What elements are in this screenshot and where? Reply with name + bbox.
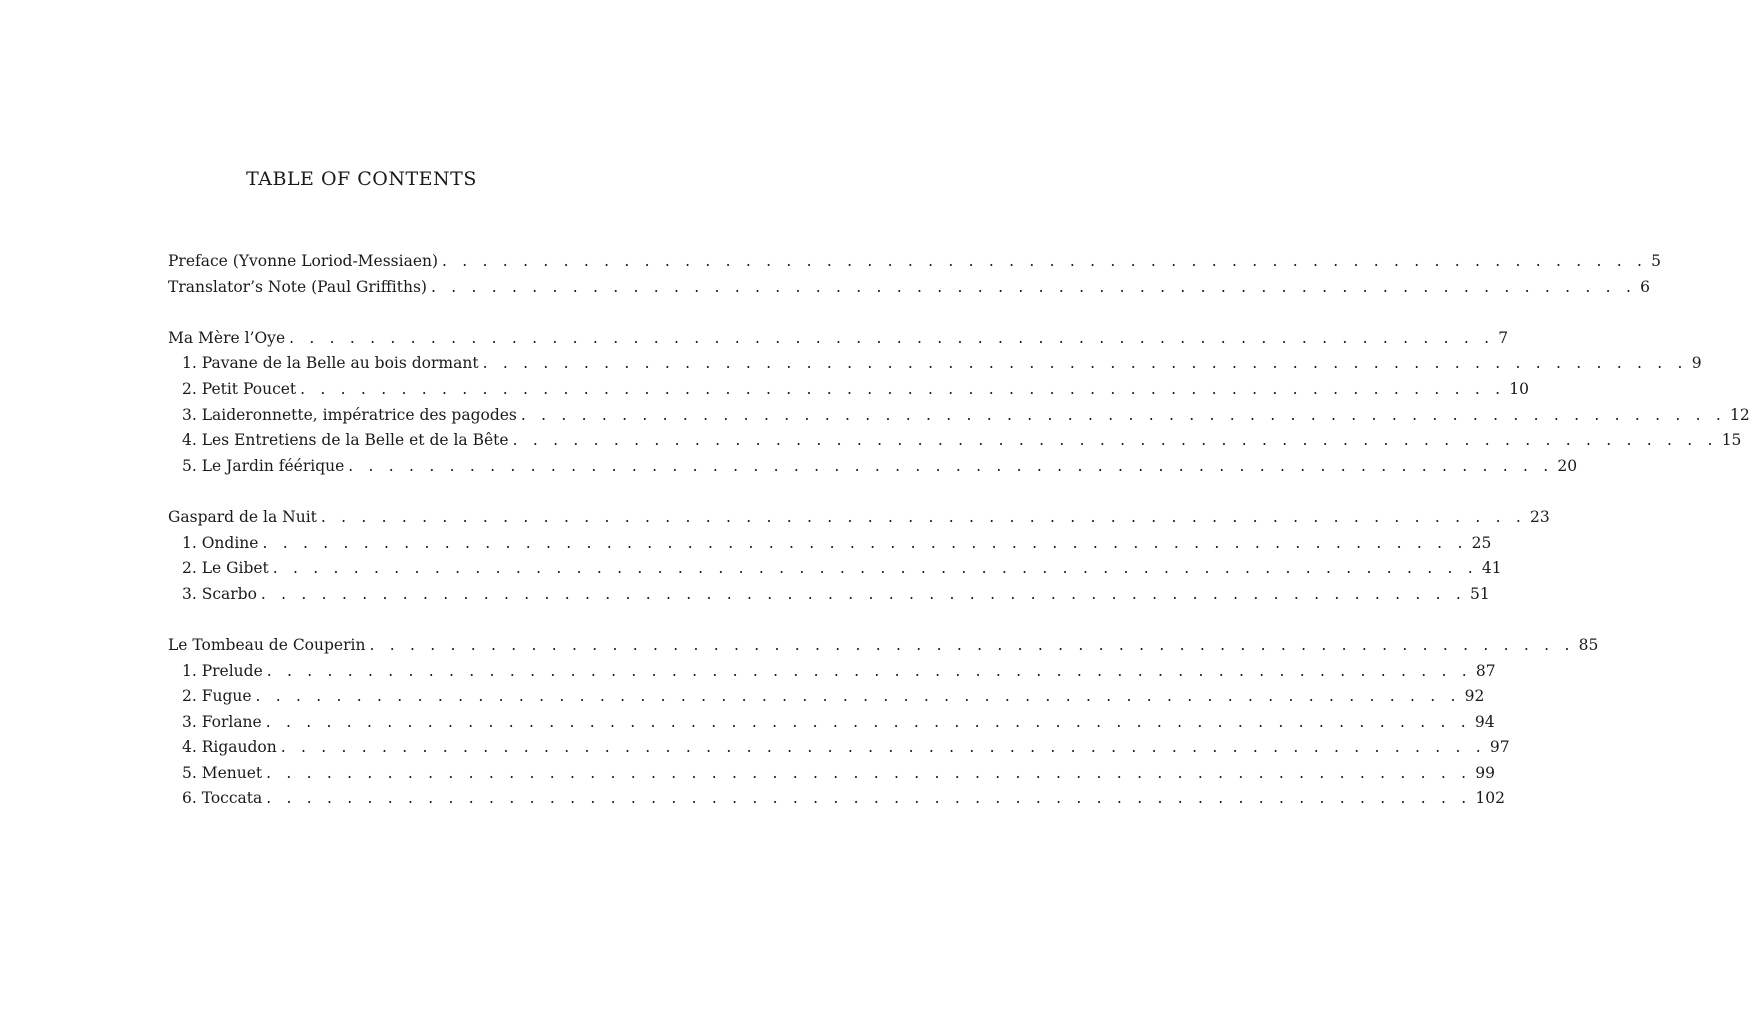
toc-subentry (168, 761, 1495, 787)
toc-entry (168, 275, 1650, 301)
toc-entry-label: 3. Scarbo (182, 584, 257, 603)
toc-entry-page: 99 (1475, 763, 1495, 782)
toc-entry-page: 10 (1509, 379, 1530, 398)
toc-entry-page: 5 (1651, 252, 1662, 270)
dot-leader: . . . . . . . . . . . . . . . . . . . . . . . . . . . . . . . . . . . . . . . . . . . . . . . . . . . . . . . . . . . . (482, 354, 1688, 373)
table-of-contents (168, 249, 1750, 838)
dot-leader: . . . . . . . . . . . . . . . . . . . . . . . . . . . . . . . . . . . . . . . . . . . . . . . . . . . . . . . . . . . . (265, 712, 1471, 731)
toc-entry-page: 94 (1474, 712, 1495, 731)
dot-leader: . . . . . . . . . . . . . . . . . . . . . . . . . . . . . . . . . . . . . . . . . . . . . . . . . . . . . . . . . . . . (512, 431, 1718, 450)
toc-subentry (168, 684, 1485, 710)
dot-leader: . . . . . . . . . . . . . . . . . . . . . . . . . . . . . . . . . . . . . . . . . . . . . . . . . . . . . . . . . . . . (289, 328, 1495, 347)
toc-entry-label: 2. Petit Poucet (182, 379, 297, 398)
dot-leader: . . . . . . . . . . . . . . . . . . . . . . . . . . . . . . . . . . . . . . . . . . . . . . . . . . . . . . . . . . . . (442, 252, 1648, 270)
toc-entry-page: 20 (1557, 456, 1578, 475)
toc-entry-page: 6 (1640, 277, 1650, 296)
toc-subentry (168, 351, 1702, 377)
toc-entry-page: 92 (1464, 687, 1485, 706)
toc-section-gaspard-de-la-nuit (168, 505, 1550, 607)
toc-section-ma-mere-loye (168, 326, 1750, 480)
dot-leader: . . . . . . . . . . . . . . . . . . . . . . . . . . . . . . . . . . . . . . . . . . . . . . . . . . . . . . . . . . . . (266, 789, 1472, 808)
toc-subentry (168, 735, 1510, 761)
toc-entry-page: 51 (1470, 584, 1490, 603)
page-title: TABLE OF CONTENTS (246, 168, 477, 190)
toc-entry-label: 4. Rigaudon (182, 738, 277, 757)
toc-subentry (168, 403, 1750, 429)
toc-subentry (168, 659, 1496, 685)
toc-entry-label: 3. Laideronnette, impératrice des pagodes (182, 405, 517, 424)
toc-entry (168, 249, 1662, 275)
toc-subentry (168, 454, 1578, 480)
dot-leader: . . . . . . . . . . . . . . . . . . . . . . . . . . . . . . . . . . . . . . . . . . . . . . . . . . . . . . . . . . . . (348, 456, 1554, 475)
dot-leader: . . . . . . . . . . . . . . . . . . . . . . . . . . . . . . . . . . . . . . . . . . . . . . . . . . . . . . . . . . . . (272, 559, 1478, 578)
dot-leader: . . . . . . . . . . . . . . . . . . . . . . . . . . . . . . . . . . . . . . . . . . . . . . . . . . . . . . . . . . . . (430, 277, 1637, 296)
toc-entry-label: Gaspard de la Nuit (168, 507, 317, 526)
toc-entry (168, 326, 1509, 352)
toc-entry-label: Ma Mère l’Oye (168, 328, 286, 347)
toc-entry-label: 1. Ondine (182, 533, 259, 552)
dot-leader: . . . . . . . . . . . . . . . . . . . . . . . . . . . . . . . . . . . . . . . . . . . . . . . . . . . . . . . . . . . . (520, 405, 1727, 424)
dot-leader: . . . . . . . . . . . . . . . . . . . . . . . . . . . . . . . . . . . . . . . . . . . . . . . . . . . . . . . . . . . . (300, 379, 1506, 398)
toc-entry-label: 1. Prelude (182, 661, 263, 680)
dot-leader: . . . . . . . . . . . . . . . . . . . . . . . . . . . . . . . . . . . . . . . . . . . . . . . . . . . . . . . . . . . . (255, 687, 1461, 706)
toc-entry-page: 7 (1498, 328, 1509, 347)
toc-entry-label: 2. Fugue (182, 687, 252, 706)
toc-section-le-tombeau-de-couperin (168, 633, 1599, 812)
toc-entry-label: 3. Forlane (182, 712, 262, 731)
toc-entry-page: 85 (1578, 635, 1599, 654)
toc-entry-page: 9 (1691, 354, 1702, 373)
toc-entry-page: 87 (1475, 661, 1496, 680)
toc-subentry (168, 377, 1530, 403)
dot-leader: . . . . . . . . . . . . . . . . . . . . . . . . . . . . . . . . . . . . . . . . . . . . . . . . . . . . . . . . . . . . (260, 584, 1467, 603)
toc-entry-label: 4. Les Entretiens de la Belle et de la Bête (182, 431, 509, 450)
toc-subentry (168, 786, 1505, 812)
toc-entry (168, 633, 1599, 659)
toc-entry-page: 23 (1530, 507, 1550, 526)
dot-leader: . . . . . . . . . . . . . . . . . . . . . . . . . . . . . . . . . . . . . . . . . . . . . . . . . . . . . . . . . . . . (266, 661, 1472, 680)
toc-entry-label: 1. Pavane de la Belle au bois dormant (182, 354, 479, 373)
dot-leader: . . . . . . . . . . . . . . . . . . . . . . . . . . . . . . . . . . . . . . . . . . . . . . . . . . . . . . . . . . . . (262, 533, 1468, 552)
toc-entry-page: 102 (1475, 789, 1505, 808)
toc-entry-label: 6. Toccata (182, 789, 263, 808)
toc-entry-label: Preface (Yvonne Loriod-Messiaen) (168, 252, 439, 270)
toc-subentry (168, 582, 1490, 608)
toc-entry-page: 25 (1471, 533, 1492, 552)
toc-subentry (168, 531, 1492, 557)
toc-entry-page: 97 (1489, 738, 1510, 757)
toc-entry-page: 41 (1481, 559, 1502, 578)
dot-leader: . . . . . . . . . . . . . . . . . . . . . . . . . . . . . . . . . . . . . . . . . . . . . . . . . . . . . . . . . . . . (320, 507, 1527, 526)
toc-entry-label: 5. Menuet (182, 763, 263, 782)
toc-subentry (168, 428, 1742, 454)
toc-entry-label: 2. Le Gibet (182, 559, 269, 578)
toc-entry-label: Translator’s Note (Paul Griffiths) (168, 277, 427, 296)
toc-subentry (168, 556, 1502, 582)
dot-leader: . . . . . . . . . . . . . . . . . . . . . . . . . . . . . . . . . . . . . . . . . . . . . . . . . . . . . . . . . . . . (266, 763, 1472, 782)
dot-leader: . . . . . . . . . . . . . . . . . . . . . . . . . . . . . . . . . . . . . . . . . . . . . . . . . . . . . . . . . . . . (369, 635, 1575, 654)
dot-leader: . . . . . . . . . . . . . . . . . . . . . . . . . . . . . . . . . . . . . . . . . . . . . . . . . . . . . . . . . . . . (280, 738, 1486, 757)
toc-subentry (168, 710, 1495, 736)
toc-section-front-matter (168, 249, 1662, 300)
toc-entry-page: 15 (1721, 431, 1742, 450)
toc-entry-label: Le Tombeau de Couperin (168, 635, 366, 654)
toc-entry-page: 12 (1730, 405, 1750, 424)
toc-entry (168, 505, 1550, 531)
toc-entry-label: 5. Le Jardin féérique (182, 456, 345, 475)
